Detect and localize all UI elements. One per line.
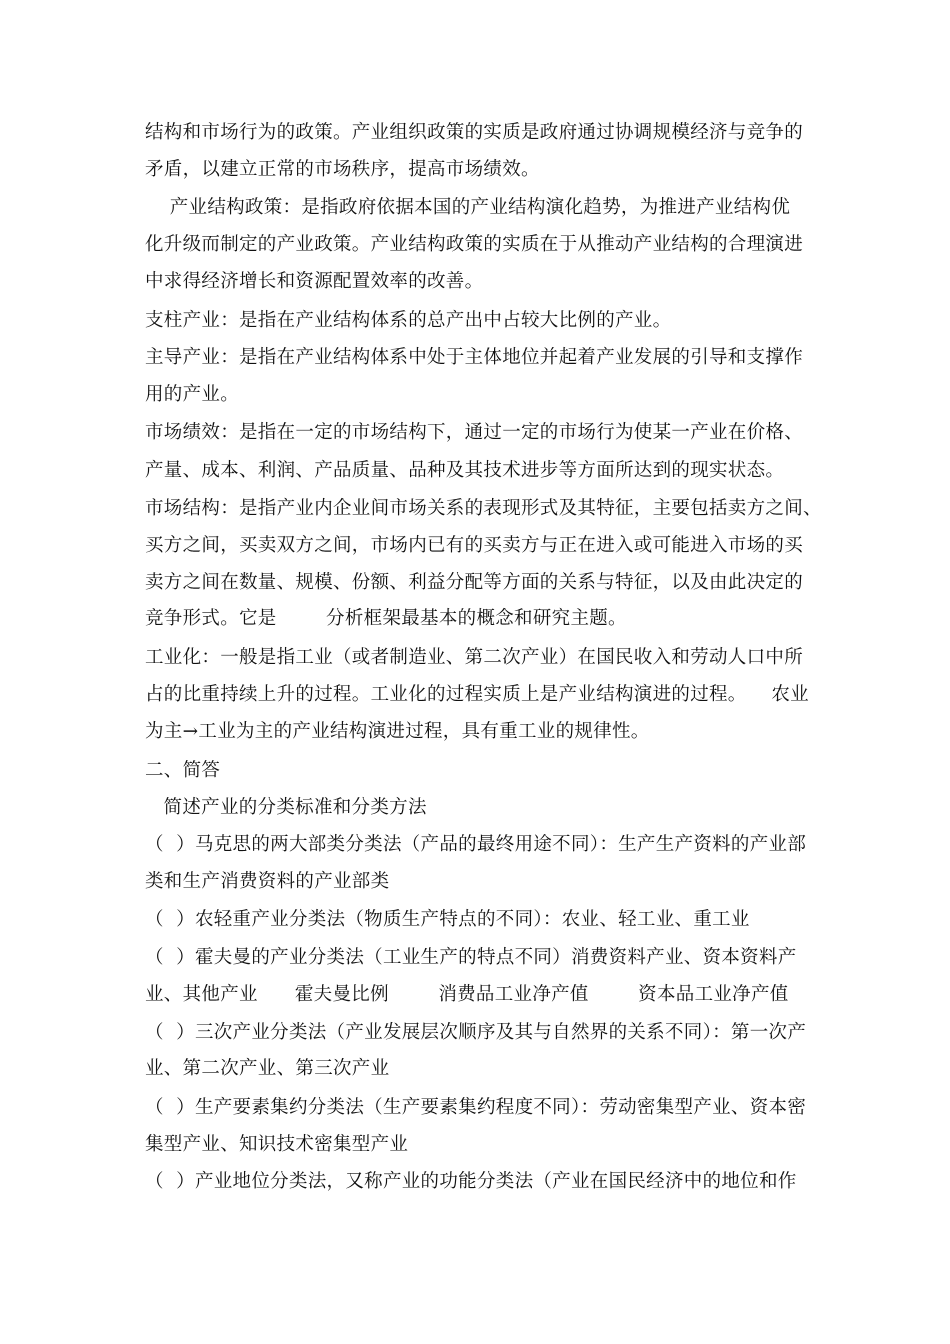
list-item: （ ）三次产业分类法（产业发展层次顺序及其与自然界的关系不同）：第一次产: [145, 1022, 807, 1043]
text-line: 市场结构：是指产业内企业间市场关系的表现形式及其特征，主要包括卖方之间、: [145, 498, 822, 519]
text-line: 业、其他产业 霍夫曼比例 消费品工业净产值 资本品工业净产值: [145, 984, 789, 1005]
text-line: 业、第二次产业、第三次产业: [145, 1058, 390, 1079]
text-line: 集型产业、知识技术密集型产业: [145, 1134, 409, 1155]
list-item: （ ）产业地位分类法，又称产业的功能分类法（产业在国民经济中的地位和作: [145, 1171, 797, 1192]
text-line: 产量、成本、利润、产品质量、品种及其技术进步等方面所达到的现实状态。: [145, 460, 785, 481]
text-line: 支柱产业：是指在产业结构体系的总产出中占较大比例的产业。: [145, 310, 672, 331]
text-line: 竞争形式。它是 分析框架最基本的概念和研究主题。: [145, 608, 627, 629]
text-line: 占的比重持续上升的过程。工业化的过程实质上是产业结构演进的过程。 农业: [145, 684, 809, 705]
text-line: 工业化：一般是指工业（或者制造业、第二次产业）在国民收入和劳动人口中所: [145, 647, 804, 668]
list-item: （ ）生产要素集约分类法（生产要素集约程度不同）：劳动密集型产业、资本密: [145, 1097, 807, 1118]
text-line: 产业结构政策：是指政府依据本国的产业结构演化趋势，为推进产业结构优: [145, 197, 791, 218]
text-line: 中求得经济增长和资源配置效率的改善。: [145, 271, 484, 292]
text-line: 矛盾，以建立正常的市场秩序，提高市场绩效。: [145, 159, 540, 180]
text-line: 市场绩效：是指在一定的市场结构下，通过一定的市场行为使某一产业在价格、: [145, 422, 804, 443]
list-item: （ ）霍夫曼的产业分类法（工业生产的特点不同）消费资料产业、资本资料产: [145, 947, 797, 968]
text-line: 类和生产消费资料的产业部类: [145, 871, 390, 892]
list-item: （ ）农轻重产业分类法（物质生产特点的不同）：农业、轻工业、重工业: [145, 909, 750, 930]
text-line: 卖方之间在数量、规模、份额、利益分配等方面的关系与特征，以及由此决定的: [145, 572, 804, 593]
text-line: 为主→工业为主的产业结构演进过程，具有重工业的规律性。: [145, 721, 650, 742]
text-line: 化升级而制定的产业政策。产业结构政策的实质在于从推动产业结构的合理演进: [145, 234, 804, 255]
text-line: 主导产业：是指在产业结构体系中处于主体地位并起着产业发展的引导和支撑作: [145, 347, 804, 368]
text-line: 结构和市场行为的政策。产业组织政策的实质是政府通过协调规模经济与竞争的: [145, 122, 804, 143]
section-heading: 二、简答: [145, 760, 221, 781]
text-line: 用的产业。: [145, 384, 240, 405]
text-line: 买方之间，买卖双方之间，市场内已有的买卖方与正在进入或可能进入市场的买: [145, 535, 804, 556]
list-item: （ ）马克思的两大部类分类法（产品的最终用途不同）：生产生产资料的产业部: [145, 834, 807, 855]
question-title: 简述产业的分类标准和分类方法: [145, 797, 427, 818]
